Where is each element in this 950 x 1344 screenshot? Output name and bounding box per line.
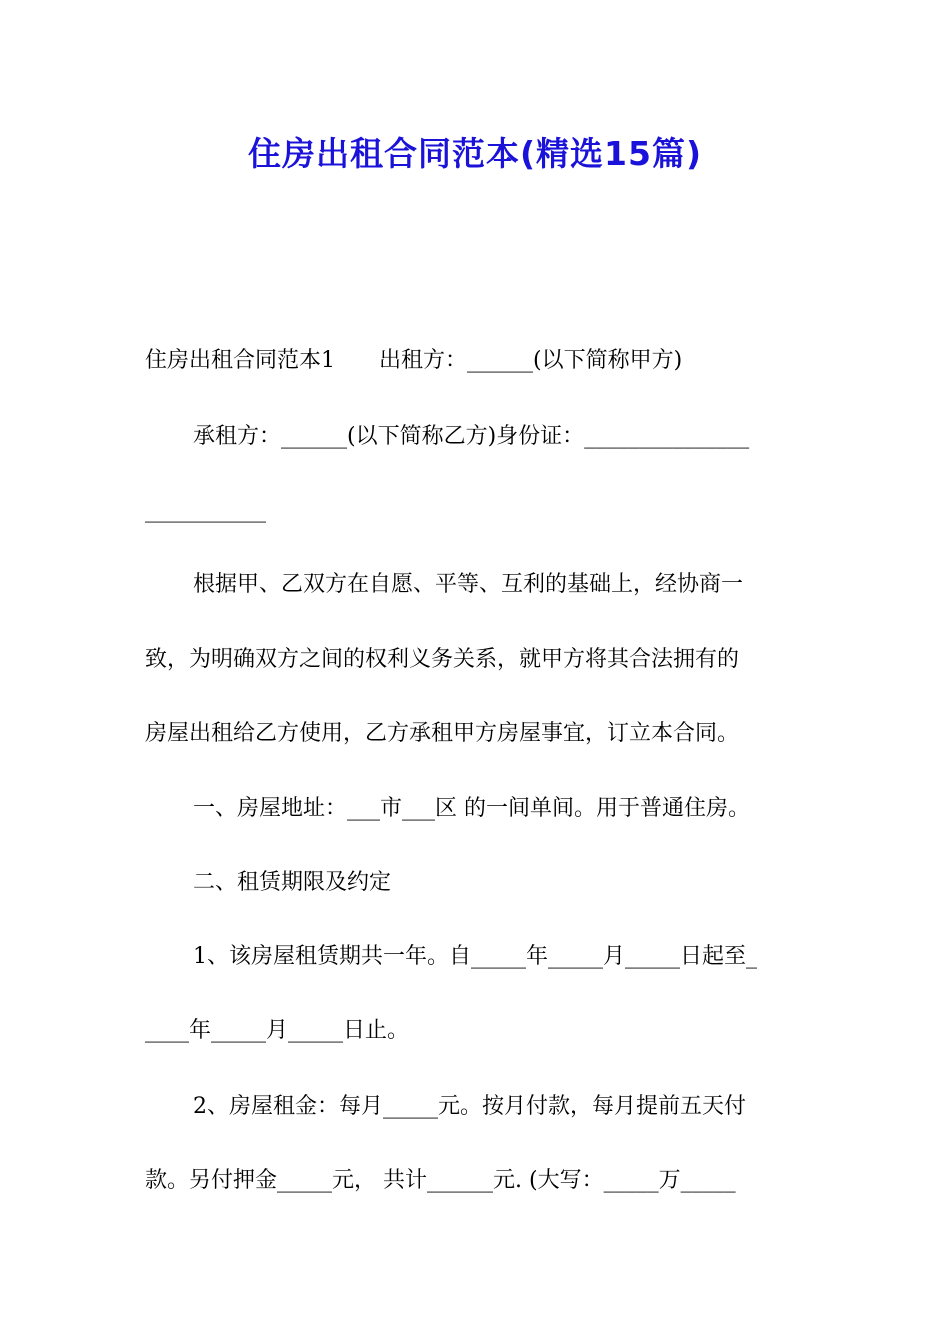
tenant-line: 承租方：______(以下简称乙方)身份证：_______________	[193, 424, 750, 449]
id-continuation-line: ___________	[145, 498, 266, 523]
paragraph-line: 致，为明确双方之间的权利义务关系，就甲方将其合法拥有的	[145, 647, 740, 672]
clause-rent-line: 2、房屋租金：每月_____元。按月付款，每月提前五天付	[193, 1094, 746, 1119]
paragraph-line: 房屋出租给乙方使用，乙方承租甲方房屋事宜，订立本合同。	[145, 721, 740, 746]
clause-term-line: ____年_____月_____日止。	[145, 1018, 410, 1043]
clause-rent-line: 款。另付押金_____元， 共计______元. (大写：_____万_____	[145, 1168, 736, 1193]
clause-term-heading: 二、租赁期限及约定	[193, 870, 392, 895]
contract-heading-line: 住房出租合同范本1 出租方：______(以下简称甲方)	[145, 348, 683, 373]
clause-address: 一、房屋地址：___市___区 的一间单间。用于普通住房。	[193, 796, 750, 821]
document-title: 住房出租合同范本(精选15篇)	[247, 134, 703, 173]
paragraph-line: 根据甲、乙双方在自愿、平等、互利的基础上，经协商一	[193, 572, 744, 597]
clause-term-line: 1、该房屋租赁期共一年。自_____年_____月_____日起至_	[193, 944, 757, 969]
